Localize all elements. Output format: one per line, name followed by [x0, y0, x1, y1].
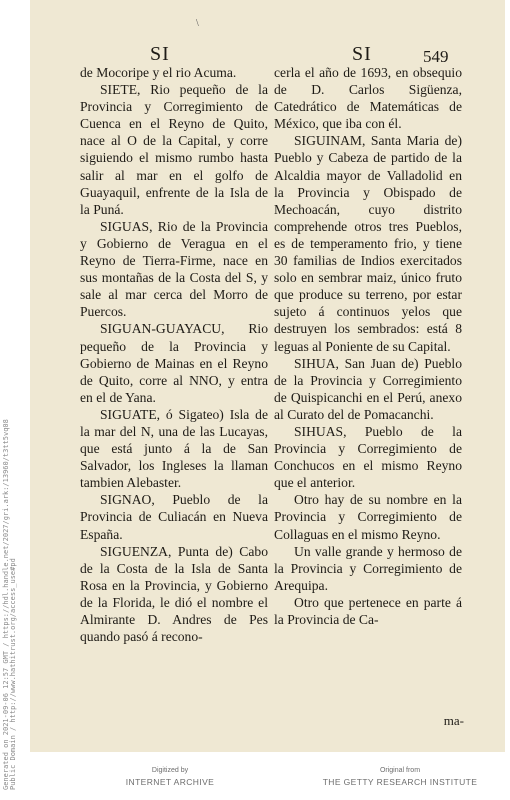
entry-paragraph: Otro que pertenece en parte á la Provincia de Ca- [274, 594, 462, 627]
original-from-credit [300, 766, 500, 788]
getty-label: THE GETTY RESEARCH INSTITUTE [322, 777, 478, 787]
original-from-label: Original from [379, 767, 421, 774]
left-column [80, 64, 268, 645]
entry-paragraph: cerla el año de 1693, en obsequio de D. Carlos Sigüenza, Catedrático de Matemáticas de México, que iba con él. [274, 65, 462, 132]
internet-archive-label: INTERNET ARCHIVE [125, 777, 215, 787]
entry-paragraph: SIGUINAM, Santa Maria de) Pueblo y Cabeza de partido de la Alcaldia mayor de Valladolid en la Provincia y Obispado de Mechoacán, cuyo distrito comprehende otros tres Pueblos, es de temperamento frio, y tiene 30 familias de Indios exercitados solo en sembrar maiz, único fruto que produce su terreno, por estar sujeto á continuos yelos que destruyen los sembrados: está 8 leguas al Poniente de su Capital. [274, 133, 462, 354]
entry-paragraph: SIHUAS, Pueblo de la Provincia y Corregimiento de Conchucos en el mismo Reyno que el anterior. [274, 423, 462, 491]
running-head-left: SI [150, 43, 170, 65]
entry-paragraph: SIETE, Rio pequeño de la Provincia y Corregimiento de Cuenca en el Reyno de Quito, nace al O de la Capital, y corre siguiendo el mismo rumbo hasta salir al mar en el golfo de Guayaquil, enfrente de la Isla de la Puná. [80, 82, 268, 217]
entry-paragraph: SIGUENZA, Punta de) Cabo de la Costa de la Isla de Santa Rosa en la Provincia, y Gobierno de la Florida, le dió el nombre el Almirante D. Andres de Pes quando pasó á recono- [80, 543, 268, 645]
catchword: ma- [443, 713, 464, 728]
entry-paragraph: de Mocoripe y el rio Acuma. [80, 65, 237, 80]
stamp-line-1: Generated on 2021-09-06 12:57 GMT / https://hdl.handle.net/2027/gri.ark:/13960/t3tt5vq08 [2, 419, 10, 790]
entry-paragraph: SIGUAS, Rio de la Provincia y Gobierno de Veragua en el Reyno de Tierra-Firme, nace en sus montañas de la Costa del S, y sale al mar cerca del Morro de Puercos. [80, 218, 268, 320]
digitized-by-credit [70, 766, 270, 788]
running-head-right: SI [352, 43, 372, 65]
entry-paragraph: SIHUA, San Juan de) Pueblo de la Provincia y Corregimiento de Quispicanchi en el Perú, anexo al Curato del de Pomacanchi. [274, 355, 462, 422]
entry-paragraph: Un valle grande y hermoso de la Provincia y Corregimiento de Arequipa. [274, 543, 462, 593]
digitized-by-label: Digitized by [151, 767, 189, 774]
right-column [274, 64, 462, 628]
scan-mark: \ [196, 18, 199, 29]
stamp-line-2: Public Domain / http://www.hathitrust.org/access_use#pd [9, 558, 17, 790]
entry-paragraph: SIGUATE, ó Sigateo) Isla de la mar del N, una de las Lucayas, que está junto á la de San Salvador, los Ingleses la llaman tambien Alebaster. [80, 406, 268, 491]
entry-paragraph: SIGUAN-GUAYACU, Rio pequeño de la Provincia y Gobierno de Mainas en el Reyno de Quito, corre al NNO, y entra en el de Yana. [80, 321, 268, 405]
entry-paragraph: SIGNAO, Pueblo de la Provincia de Culiacán en Nueva España. [80, 492, 268, 542]
page-number: 549 [423, 47, 449, 66]
entry-paragraph: Otro hay de su nombre en la Provincia y Corregimiento de Collaguas en el mismo Reyno. [274, 492, 462, 542]
hathitrust-stamp [3, 420, 17, 790]
